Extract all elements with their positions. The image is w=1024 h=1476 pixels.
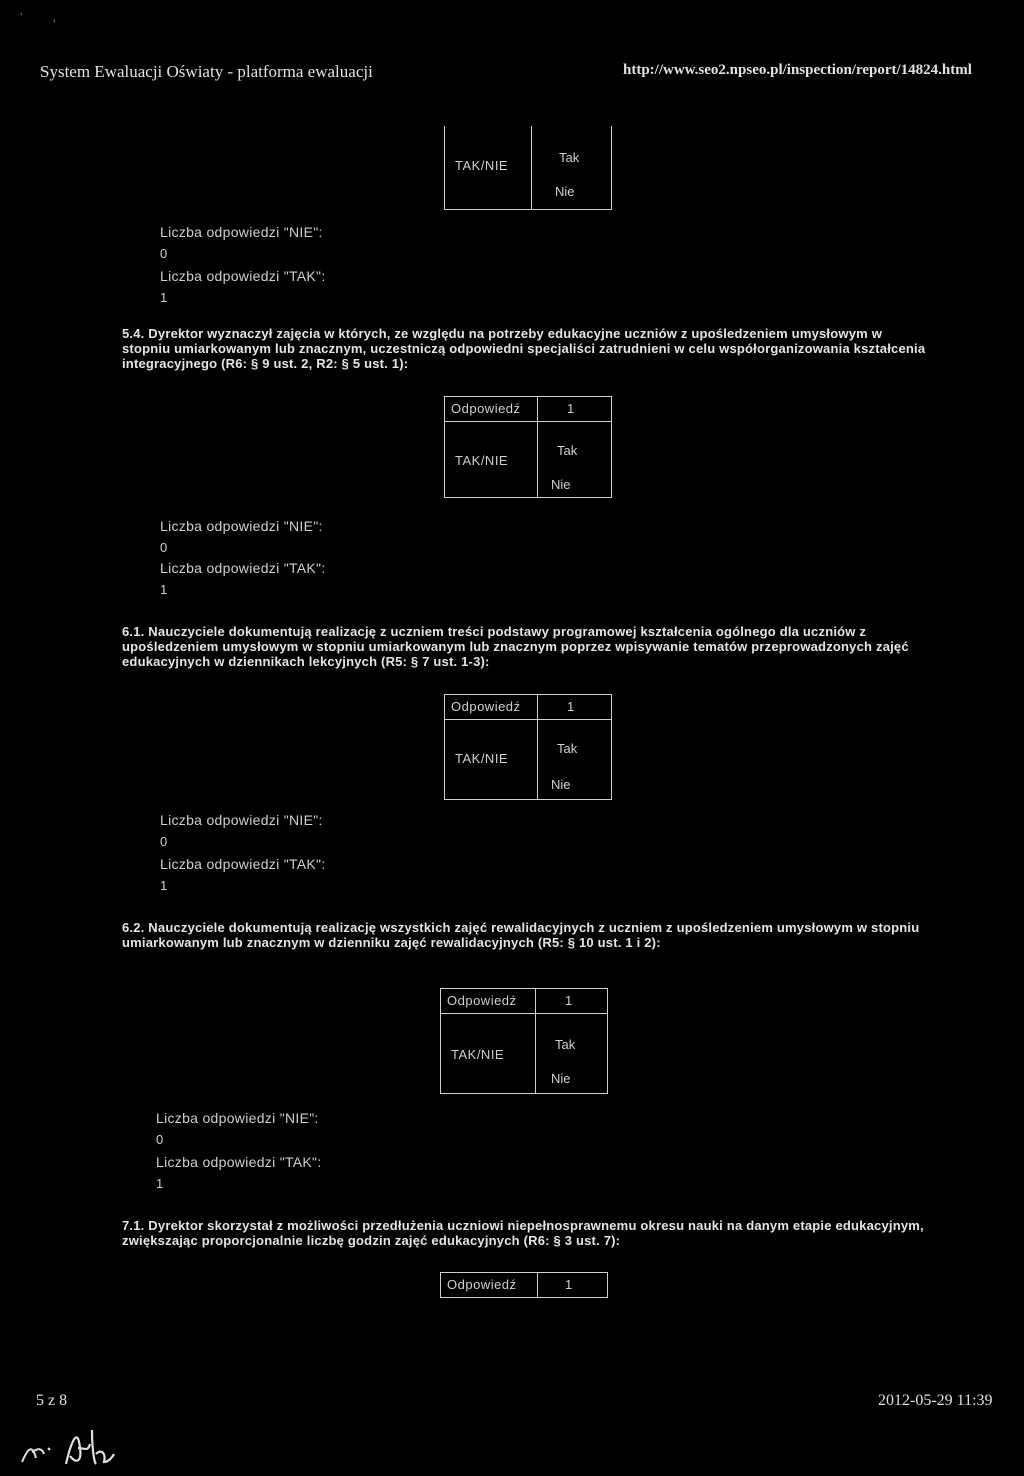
handwritten-signature	[18, 1418, 128, 1470]
option-tak: Tak	[559, 150, 580, 165]
count-yes-value: 1	[156, 1176, 164, 1191]
count-yes-label: Liczba odpowiedzi "TAK":	[160, 560, 326, 576]
count-no-value: 0	[160, 540, 168, 555]
yes-no-label: TAK/NIE	[455, 453, 509, 468]
answer-table	[440, 988, 608, 1094]
count-yes-label: Liczba odpowiedzi "TAK":	[160, 268, 326, 284]
answer-header: Odpowiedź	[447, 993, 517, 1008]
option-tak: Tak	[557, 741, 578, 756]
answer-table	[444, 694, 612, 800]
answer-table	[440, 1272, 608, 1298]
page-header-url: http://www.seo2.npseo.pl/inspection/report/14824.html	[623, 62, 972, 78]
option-nie: Nie	[551, 777, 571, 792]
count-no-value: 0	[160, 834, 168, 849]
count-no-value: 0	[156, 1132, 164, 1147]
yes-no-label: TAK/NIE	[455, 158, 509, 173]
yes-no-label: TAK/NIE	[455, 751, 509, 766]
page-header-title: System Ewaluacji Oświaty - platforma ewaluacji	[40, 62, 373, 81]
option-nie: Nie	[555, 184, 575, 199]
count-yes-value: 1	[160, 582, 168, 597]
count-no-label: Liczba odpowiedzi "NIE":	[160, 224, 323, 240]
answer-header: Odpowiedź	[447, 1277, 517, 1292]
option-tak: Tak	[555, 1037, 576, 1052]
count-yes-value: 1	[160, 290, 168, 305]
answer-number: 1	[565, 1277, 573, 1292]
answer-number: 1	[567, 699, 575, 714]
count-no-label: Liczba odpowiedzi "NIE":	[160, 812, 323, 828]
count-yes-label: Liczba odpowiedzi "TAK":	[160, 856, 326, 872]
answer-table	[444, 126, 612, 210]
count-yes-label: Liczba odpowiedzi "TAK":	[156, 1154, 322, 1170]
option-nie: Nie	[551, 477, 571, 492]
count-no-value: 0	[160, 246, 168, 261]
answer-number: 1	[565, 993, 573, 1008]
option-nie: Nie	[551, 1071, 571, 1086]
question-6-1: 6.1. Nauczyciele dokumentują realizację z uczniem treści podstawy programowej kształcenia ogólnego dla uczniów z upośledzeniem umysłowym w stopniu umiarkowanym lub znacznym poprzez wpisywanie tematów przeprowadzonych zajęć edukacyjnych w dziennikach lekcyjnych (R5: § 7 ust. 1-3):	[122, 624, 909, 669]
scan-marks: ‘ ,	[20, 10, 57, 24]
answer-header: Odpowiedź	[451, 699, 521, 714]
page-number: 5 z 8	[36, 1392, 68, 1409]
question-5-4: 5.4. Dyrektor wyznaczył zajęcia w których, ze względu na potrzeby edukacyjne uczniów z upośledzeniem umysłowym w stopniu umiarkowanym lub znacznym, uczestniczą odpowiedni specjaliści zatrudnieni w celu współorganizowania kształcenia integracyjnego (R6: § 9 ust. 2, R2: § 5 ust. 1):	[122, 326, 926, 371]
answer-header: Odpowiedź	[451, 401, 521, 416]
answer-number: 1	[567, 401, 575, 416]
question-6-2: 6.2. Nauczyciele dokumentują realizację wszystkich zajęć rewalidacyjnych z uczniem z upośledzeniem umysłowym w stopniu umiarkowanym lub znacznym w dzienniku zajęć rewalidacyjnych (R5: § 10 ust. 1 i 2):	[122, 920, 920, 950]
answer-table	[444, 396, 612, 498]
question-7-1: 7.1. Dyrektor skorzystał z możliwości przedłużenia uczniowi niepełnosprawnemu okresu nauki na danym etapie edukacyjnym, zwiększając proporcjonalnie liczbę godzin zajęć edukacyjnych (R6: § 3 ust. 7):	[122, 1218, 924, 1248]
count-no-label: Liczba odpowiedzi "NIE":	[160, 518, 323, 534]
count-yes-value: 1	[160, 878, 168, 893]
yes-no-label: TAK/NIE	[451, 1047, 505, 1062]
count-no-label: Liczba odpowiedzi "NIE":	[156, 1110, 319, 1126]
print-datetime: 2012-05-29 11:39	[878, 1392, 993, 1409]
option-tak: Tak	[557, 443, 578, 458]
